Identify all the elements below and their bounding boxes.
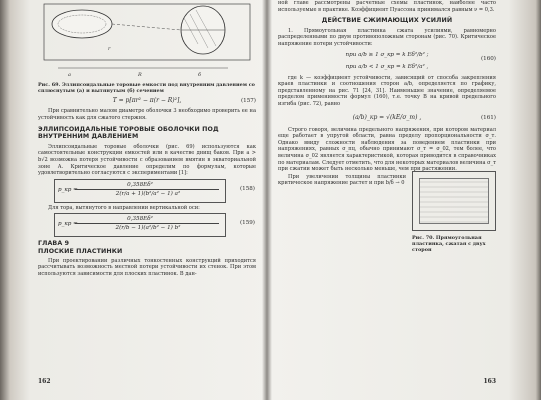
equation-157-body: T = p[πr² − π(r − R)²], xyxy=(112,97,182,105)
equation-157 xyxy=(38,94,256,108)
paragraph-4: При проектировании различных тонкостенных конструкций приходится рассчитывать возможность местной потери устойчивости их стенок. При этом используются зависимости для плоских пластинок. В дан- xyxy=(38,257,256,277)
text-with-figure xyxy=(278,126,496,253)
left-page xyxy=(38,0,256,392)
equation-159-denominator: 2(r/b − 1)(a²/b² − 1) b² xyxy=(115,225,181,232)
equation-158 xyxy=(54,179,255,203)
paragraph-3: Строго говоря, величина предельного напряжения, при котором материал еще работает в упругой области, равна пределу пропорциональности σ_т. Однако ввиду сложности наблюдения за поведением пластинки при напряжениях, равных σ_пц, обычно принимают σ_т = σ_02, тем более, что величина σ_02 является характеристикой, которая приводится в справочниках по материалам. Следует отметить, что для некоторых материалов величина σ_т при сжатии может быть несколько меньше, чем при растяжении. xyxy=(278,126,496,173)
plate-diagram xyxy=(419,178,489,224)
figure-70 xyxy=(412,171,496,231)
paragraph-2: где k — коэффициент устойчивости, зависящий от способа закрепления краев пластинки и соотношения сторон a/b, определяется по графику, представленному на рис. 71 [24, 31]. Наименьшее значение, определяемое пределом применимости формул (160), т.е. точку B на кривой предельного изгиба (рис. 72), равно xyxy=(278,74,496,107)
figure-69 xyxy=(38,0,256,82)
svg-text:б: б xyxy=(198,72,202,78)
equation-160-number: (160) xyxy=(480,55,496,62)
paragraph-1: При сравнительно малом диаметре оболочки 3 необходимо проверить ее на устойчивость как для сжатого стержня. xyxy=(38,108,256,121)
figure-70-caption: Рис. 70. Прямоугольная пластинка, сжатая с двух сторон xyxy=(412,234,486,253)
paragraph-0: ной главе рассмотрены расчетные схемы пластинок, наиболее часто используемые в практике. Коэффициент Пуассона принимался равным ν = 0,3. xyxy=(278,0,496,13)
equation-159-number: (159) xyxy=(239,220,255,227)
equation-157-number: (157) xyxy=(240,98,256,105)
section-heading-toroidal: ЭЛЛИПСОИДАЛЬНЫЕ ТОРОВЫЕ ОБОЛОЧКИ ПОД ВНУТРЕННИМ ДАВЛЕНИЕМ xyxy=(38,125,219,141)
equation-159-numerator: 0,358Eδ² xyxy=(127,216,153,223)
chapter-title: ПЛОСКИЕ ПЛАСТИНКИ xyxy=(38,247,123,255)
page-number-right: 163 xyxy=(483,378,496,386)
paragraph-3: Для тора, вытянутого в направлении вертикальной оси: xyxy=(48,204,200,211)
equation-158-lhs: p_кр = xyxy=(58,186,78,193)
equation-161-number: (161) xyxy=(480,114,496,121)
svg-text:R: R xyxy=(138,72,142,78)
equation-161 xyxy=(278,109,496,127)
equation-158-numerator: 0,358Eδ² xyxy=(127,181,153,188)
equation-161-body: (a/b)_кр = √(kE/σ_т) , xyxy=(352,113,422,121)
equation-160 xyxy=(278,49,496,75)
equation-158-denominator: 2(r/a + 1)(b²/a² − 1) a² xyxy=(115,190,181,197)
equation-160a: при a/b ≥ 1 σ_кр = k Eδ²/b² ; xyxy=(345,51,429,58)
svg-text:r: r xyxy=(108,46,111,52)
paragraph-4: При увеличении толщины пластинки критическое напряжение растет и при b/δ → 0 xyxy=(278,173,406,187)
page-number-left: 162 xyxy=(38,378,51,386)
book-spine xyxy=(262,0,272,400)
torus-diagram xyxy=(38,0,256,82)
equation-158-number: (158) xyxy=(239,185,255,192)
figure-69-caption: Рис. 69. Эллипсоидальные торовые емкости под внутренним давлением со сплюснутым (а) и вытянутым (б) сечением xyxy=(38,82,255,95)
right-page xyxy=(278,0,496,392)
paragraph-2: Эллипсоидальные торовые оболочки (рис. 69) используются как самостоятельные конструкции емкостей или в качестве днищ баков. При a > b√2 возможна потеря устойчивости с образованием вмятин в экваториальной зоне А. Критическое давление определим по формулам, которые удовлетворительно согласуются с экспериментами [1]: xyxy=(38,143,256,177)
paragraph-1: 1. Прямоугольная пластинка сжата усилиями, равномерно распределенными по двум противоположным сторонам (рис. 70). Критическое напряжение потери устойчивости: xyxy=(278,27,496,47)
section-heading-compression: ДЕЙСТВИЕ СЖИМАЮЩИХ УСИЛИЙ xyxy=(321,17,453,25)
svg-text:a: a xyxy=(68,72,71,78)
fraction-bar xyxy=(75,189,219,190)
equation-159 xyxy=(54,213,255,237)
equation-160b: при a/b < 1 σ_кр = k Eδ²/a² , xyxy=(345,63,429,70)
chapter-label: ГЛАВА 9 xyxy=(38,240,70,248)
equation-159-lhs: p_кр = xyxy=(58,221,78,228)
